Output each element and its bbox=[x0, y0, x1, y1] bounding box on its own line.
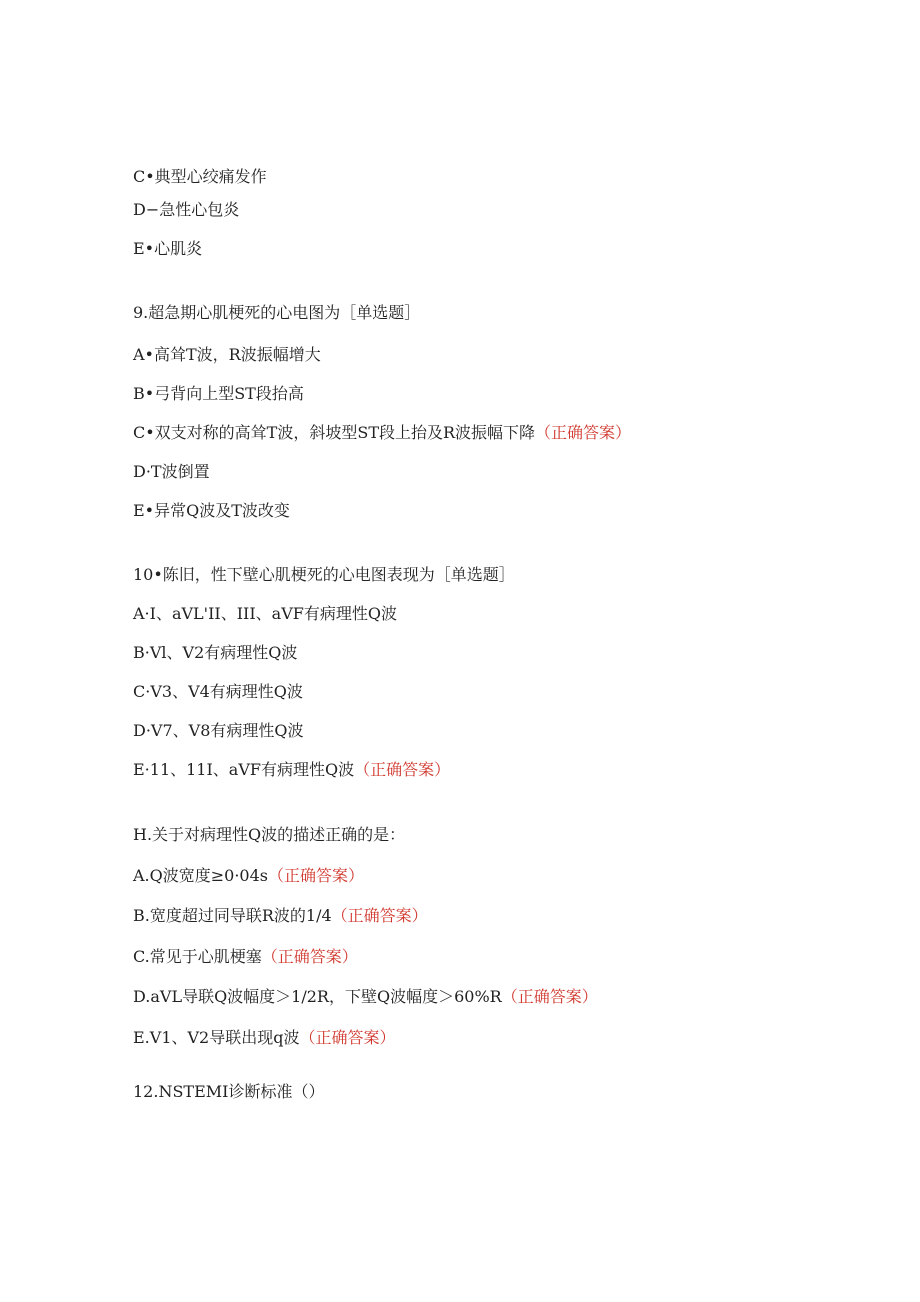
q9-option-e: E•异常Q波及T波改变 bbox=[133, 501, 290, 520]
q11-option-b: B.宽度超过同导联R波的1/4（正确答案） bbox=[133, 906, 428, 925]
q9-option-b: B•弓背向上型ST段抬高 bbox=[133, 384, 304, 403]
q9-option-d: D·T波倒置 bbox=[133, 462, 210, 481]
question-10-title: 10•陈旧，性下壁心肌梗死的心电图表现为［单选题］ bbox=[133, 565, 515, 584]
q11-option-d: D.aVL导联Q波幅度＞1/2R，下壁Q波幅度＞60%R（正确答案） bbox=[133, 987, 598, 1006]
q10-option-c: C·V3、V4有病理性Q波 bbox=[133, 682, 303, 701]
correct-answer-mark: （正确答案） bbox=[268, 866, 365, 885]
q11-option-c: C.常见于心肌梗塞（正确答案） bbox=[133, 947, 358, 966]
correct-answer-mark: （正确答案） bbox=[354, 760, 451, 779]
question-11-title: H.关于对病理性Q波的描述正确的是： bbox=[133, 825, 406, 844]
q9-option-a: A•高耸T波，R波振幅增大 bbox=[133, 345, 321, 364]
q11-option-e: E.V1、V2导联出现q波（正确答案） bbox=[133, 1028, 396, 1047]
correct-answer-mark: （正确答案） bbox=[261, 947, 358, 966]
option-c-typical-angina: C•典型心绞痛发作 bbox=[133, 167, 267, 186]
q10-option-d: D·V7、V8有病理性Q波 bbox=[133, 721, 304, 740]
q10-option-a: A·I、aVL'II、III、aVF有病理性Q波 bbox=[133, 604, 397, 623]
q11-option-a: A.Q波宽度≥0·04s（正确答案） bbox=[133, 866, 365, 885]
correct-answer-mark: （正确答案） bbox=[331, 906, 428, 925]
option-d-acute-pericarditis: D−急性心包炎 bbox=[133, 200, 240, 219]
q10-option-e: E·11、11I、aVF有病理性Q波（正确答案） bbox=[133, 760, 451, 779]
option-e-myocarditis: E•心肌炎 bbox=[133, 239, 203, 258]
question-12-title: 12.NSTEMI诊断标准（） bbox=[133, 1082, 325, 1101]
correct-answer-mark: （正确答案） bbox=[535, 423, 632, 442]
question-9-title: 9.超急期心肌梗死的心电图为［单选题］ bbox=[133, 303, 421, 322]
q10-option-b: B·Vl、V2有病理性Q波 bbox=[133, 643, 298, 662]
correct-answer-mark: （正确答案） bbox=[299, 1028, 396, 1047]
q9-option-c: C•双支对称的高耸T波，斜坡型ST段上抬及R波振幅下降（正确答案） bbox=[133, 423, 632, 442]
correct-answer-mark: （正确答案） bbox=[501, 987, 598, 1006]
